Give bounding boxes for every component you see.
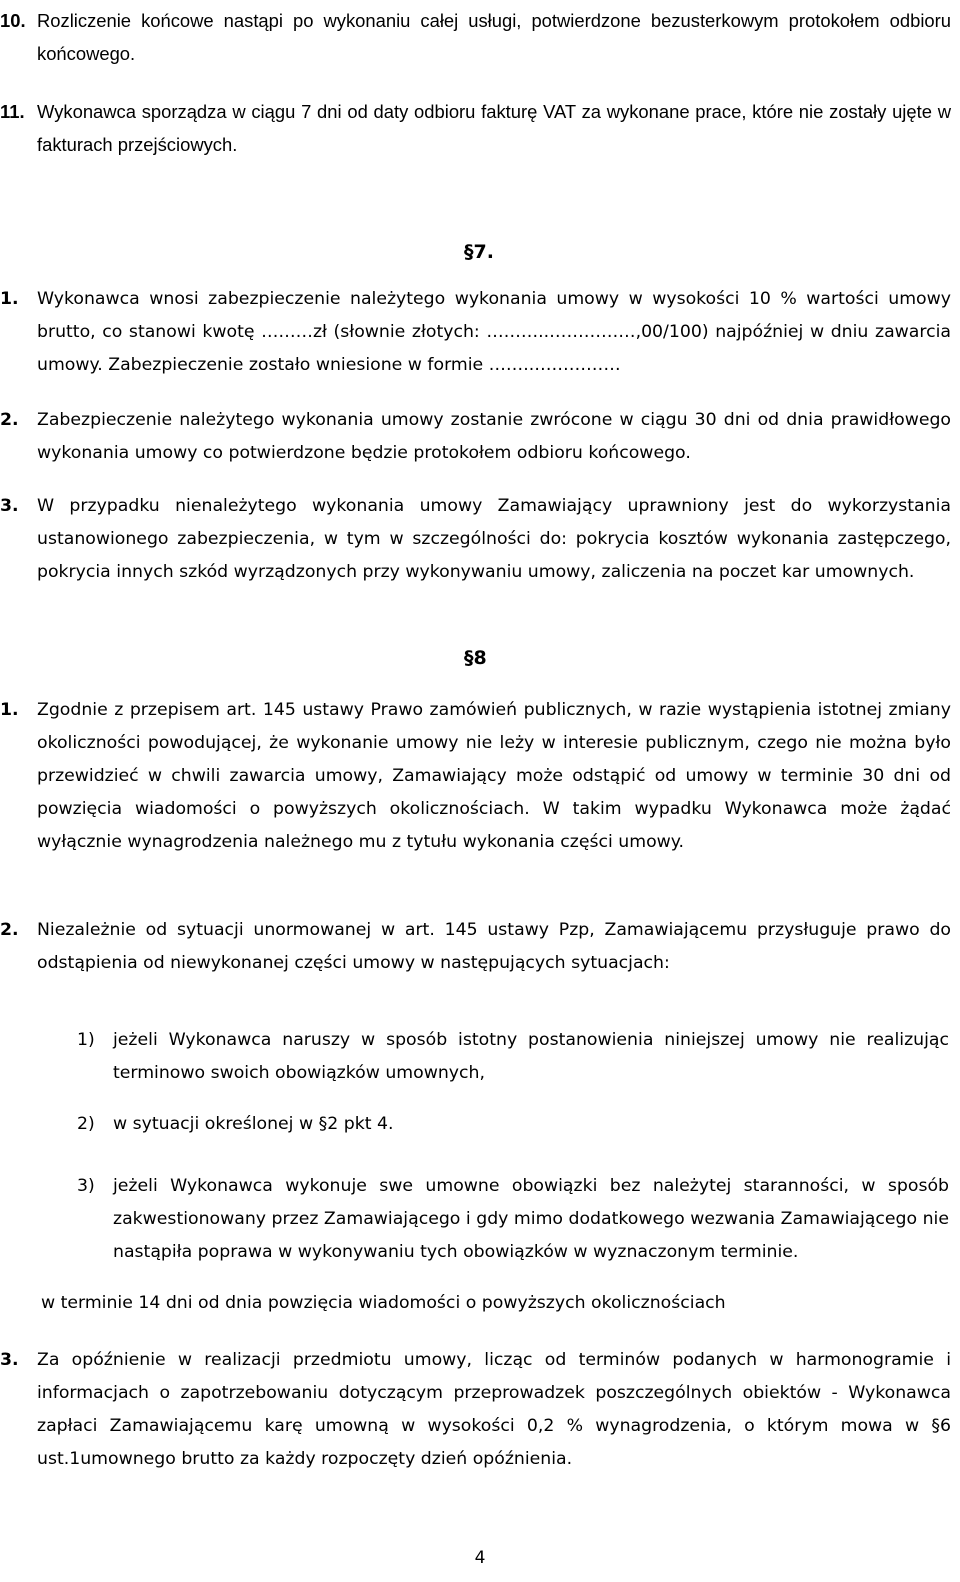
list-item-text: jeżeli Wykonawca naruszy w sposób istotny postanowienia niniejszej umowy nie realizując terminowo swoich obowiązków umownych, bbox=[113, 1030, 949, 1083]
paragraph-number: 3. bbox=[0, 496, 19, 516]
paragraph-10 bbox=[0, 4, 951, 70]
paragraph-number: 2. bbox=[0, 920, 19, 940]
section-8-heading: §8 bbox=[464, 647, 487, 669]
paragraph-number: 1. bbox=[0, 289, 19, 309]
list-item-number: 3) bbox=[77, 1176, 95, 1196]
list-item-number: 2) bbox=[77, 1114, 95, 1134]
paragraph-text: W przypadku nienależytego wykonania umowy Zamawiający uprawniony jest do wykorzystania ustanowionego zabezpieczenia, w tym w szczególności do: pokrycia kosztów wykonania zastępczego, pokrycia innych szkód wyrządzonych przy wykonywaniu umowy, zaliczenia na poczet kar umownych. bbox=[37, 496, 951, 582]
list-item-text: jeżeli Wykonawca wykonuje swe umowne obowiązki bez należytej staranności, w sposób zakwestionowany przez Zamawiającego i gdy mimo dodatkowego wezwania Zamawiającego nie nastąpiła poprawa w wykonywaniu tych obowiązków w wyznaczonym terminie. bbox=[113, 1176, 949, 1262]
paragraph-text: Rozliczenie końcowe nastąpi po wykonaniu całej usługi, potwierdzone bezusterkowym protokołem odbioru końcowego. bbox=[37, 10, 951, 64]
deadline-note: w terminie 14 dni od dnia powzięcia wiadomości o powyższych okolicznościach bbox=[41, 1293, 726, 1313]
section-7-heading: §7. bbox=[464, 241, 494, 263]
section-7-paragraph-1 bbox=[0, 283, 951, 382]
list-item bbox=[77, 1108, 949, 1141]
list-item bbox=[77, 1170, 949, 1269]
paragraph-number: 3. bbox=[0, 1350, 19, 1370]
paragraph-number: 11. bbox=[0, 101, 25, 122]
paragraph-text: Za opóźnienie w realizacji przedmiotu umowy, licząc od terminów podanych w harmonogramie i informacjach o zapotrzebowaniu dotyczącym przeprowadzek poszczególnych obiektów - Wykonawca zapłaci Zamawiającemu karę umowną w wysokości 0,2 % wynagrodzenia, o którym mowa w §6 ust.1umownego brutto za każdy rozpoczęty dzień opóźnienia. bbox=[37, 1350, 951, 1469]
paragraph-text: Wykonawca sporządza w ciągu 7 dni od daty odbioru fakturę VAT za wykonane prace, które nie zostały ujęte w fakturach przejściowych. bbox=[37, 101, 951, 155]
list-item-text: w sytuacji określonej w §2 pkt 4. bbox=[113, 1114, 394, 1134]
paragraph-11 bbox=[0, 95, 951, 161]
section-8-paragraph-3 bbox=[0, 1344, 951, 1476]
paragraph-number: 1. bbox=[0, 700, 19, 720]
paragraph-text: Niezależnie od sytuacji unormowanej w art. 145 ustawy Pzp, Zamawiającemu przysługuje prawo do odstąpienia od niewykonanej części umowy w następujących sytuacjach: bbox=[37, 920, 951, 973]
section-8-paragraph-2 bbox=[0, 914, 951, 980]
paragraph-number: 2. bbox=[0, 410, 19, 430]
section-8-paragraph-1 bbox=[0, 694, 951, 859]
list-item bbox=[77, 1024, 949, 1090]
page-number: 4 bbox=[474, 1548, 486, 1568]
list-item-number: 1) bbox=[77, 1030, 95, 1050]
paragraph-text: Zabezpieczenie należytego wykonania umowy zostanie zwrócone w ciągu 30 dni od dnia prawidłowego wykonania umowy co potwierdzone będzie protokołem odbioru końcowego. bbox=[37, 410, 951, 463]
section-7-paragraph-3 bbox=[0, 490, 951, 589]
paragraph-text: Wykonawca wnosi zabezpieczenie należytego wykonania umowy w wysokości 10 % wartości umowy brutto, co stanowi kwotę ………zł (słownie złotych: ………..……………,00/100) najpóźniej w dniu zawarcia umowy. Zabezpieczenie zostało wniesione w formie ……..…………… bbox=[37, 289, 951, 375]
section-7-paragraph-2 bbox=[0, 404, 951, 470]
paragraph-text: Zgodnie z przepisem art. 145 ustawy Prawo zamówień publicznych, w razie wystąpienia istotnej zmiany okoliczności powodującej, że wykonanie umowy nie leży w interesie publicznym, czego nie można było przewidzieć w chwili zawarcia umowy, Zamawiający może odstąpić od umowy w terminie 30 dni od powzięcia wiadomości o powyższych okolicznościach. W takim wypadku Wykonawca może żądać wyłącznie wynagrodzenia należnego mu z tytułu wykonania części umowy. bbox=[37, 700, 951, 852]
paragraph-number: 10. bbox=[0, 10, 26, 31]
